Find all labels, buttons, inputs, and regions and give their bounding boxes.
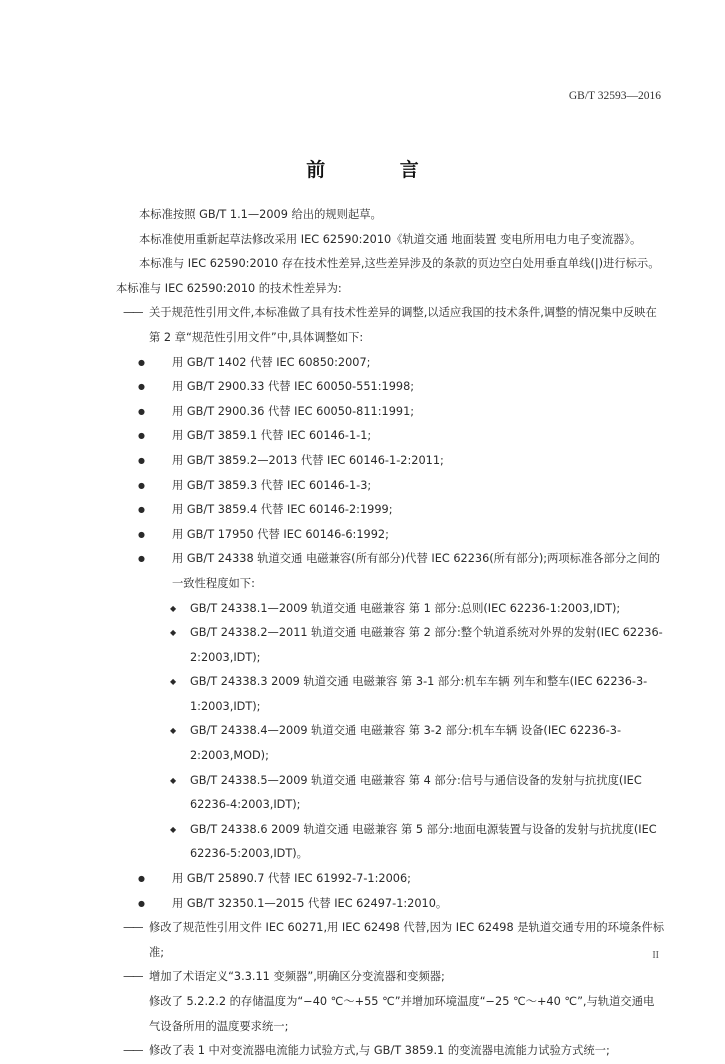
bullet-item: [138, 351, 665, 376]
sub-item-text: GB/T 24338.4—2009 轨道交通 电磁兼容 第 3-2 部分:机车车辆 设备(IEC 62236-3-2:2003,MOD);: [190, 724, 622, 763]
difference-item: [123, 916, 665, 965]
dash-marker: ——: [123, 921, 142, 935]
bullet-dot-icon: ●: [138, 898, 145, 908]
sub-item: [170, 670, 665, 719]
difference-text: 关于规范性引用文件,本标准做了具有技术性差异的调整,以适应我国的技术条件,调整的情况集中反映在第 2 章“规范性引用文件”中,具体调整如下:: [149, 306, 657, 344]
diamond-bullet-icon: ◆: [170, 726, 177, 736]
sub-item: [170, 719, 665, 768]
bullet-text: 用 GB/T 24338 轨道交通 电磁兼容(所有部分)代替 IEC 62236(所有部分);两项标准各部分之间的一致性程度如下:: [172, 552, 661, 590]
bullet-item: [138, 400, 665, 425]
page-title: 前 言: [306, 159, 453, 181]
difference-text: 修改了规范性引用文件 IEC 60271,用 IEC 62498 代替,因为 IEC 62498 是轨道交通专用的环境条件标准;: [149, 921, 665, 959]
diamond-bullet-icon: ◆: [170, 824, 177, 834]
bullet-text: 用 GB/T 3859.4 代替 IEC 60146-2:1999;: [172, 503, 393, 517]
foreword-body: [116, 203, 665, 1064]
diamond-bullet-icon: ◆: [170, 775, 177, 785]
bullet-dot-icon: ●: [138, 382, 145, 392]
dash-marker: ——: [123, 306, 142, 320]
bullet-text: 用 GB/T 17950 代替 IEC 60146-6:1992;: [172, 527, 389, 541]
difference-text: 增加了术语定义“3.3.11 变频器”,明确区分变流器和变频器;: [149, 970, 445, 984]
difference-item: [123, 965, 665, 990]
bullet-text: 用 GB/T 2900.33 代替 IEC 60050-551:1998;: [172, 380, 415, 394]
sub-item-text: GB/T 24338.3 2009 轨道交通 电磁兼容 第 3-1 部分:机车车辆 列车和整车(IEC 62236-3-1:2003,IDT);: [190, 675, 648, 713]
bullet-item: [138, 547, 665, 596]
bullet-item: [138, 867, 665, 892]
intro-paragraph-1: 本标准按照 GB/T 1.1—2009 给出的规则起草。: [139, 208, 382, 221]
sub-item: [170, 818, 665, 867]
bullet-item: [138, 892, 665, 917]
intro-paragraph-3: 本标准与 IEC 62590:2010 存在技术性差异,这些差异涉及的条款的页边空白处用垂直单线(|)进行标示。本标准与 IEC 62590:2010 的技术性差异为:: [116, 257, 660, 295]
bullet-item: [138, 424, 665, 449]
standard-code: GB/T 32593—2016: [568, 90, 661, 102]
dash-marker: ——: [123, 1044, 142, 1058]
sub-item: [170, 621, 665, 670]
bullet-item: [138, 498, 665, 523]
bullet-dot-icon: ●: [138, 505, 145, 515]
bullet-dot-icon: ●: [138, 480, 145, 490]
bullet-dot-icon: ●: [138, 874, 145, 884]
bullet-dot-icon: ●: [138, 431, 145, 441]
diamond-bullet-icon: ◆: [170, 603, 177, 613]
bullet-dot-icon: ●: [138, 529, 145, 539]
difference-item: [123, 1039, 665, 1064]
bullet-dot-icon: ●: [138, 554, 145, 564]
sub-item: [170, 769, 665, 818]
bullet-text: 用 GB/T 3859.3 代替 IEC 60146-1-3;: [172, 478, 372, 492]
bullet-text: 用 GB/T 3859.2—2013 代替 IEC 60146-1-2:2011;: [172, 453, 444, 467]
page-number: II: [652, 950, 659, 961]
difference-item: [123, 301, 665, 350]
bullet-text: 用 GB/T 3859.1 代替 IEC 60146-1-1;: [172, 429, 372, 443]
difference-text: 修改了 5.2.2.2 的存储温度为“−40 ℃～+55 ℃”并增加环境温度“−25 ℃～+40 ℃”,与轨道交通电气设备所用的温度要求统一;: [149, 995, 655, 1033]
bullet-item: [138, 523, 665, 548]
sub-item-text: GB/T 24338.6 2009 轨道交通 电磁兼容 第 5 部分:地面电源装置与设备的发射与抗扰度(IEC 62236-5:2003,IDT)。: [190, 822, 657, 861]
bullet-text: 用 GB/T 2900.36 代替 IEC 60050-811:1991;: [172, 404, 415, 418]
bullet-item: [138, 375, 665, 400]
bullet-text: 用 GB/T 25890.7 代替 IEC 61992-7-1:2006;: [172, 872, 411, 886]
bullet-text: 用 GB/T 1402 代替 IEC 60850:2007;: [172, 355, 371, 369]
bullet-dot-icon: ●: [138, 455, 145, 465]
bullet-dot-icon: ●: [138, 357, 145, 367]
intro-paragraph-2: 本标准使用重新起草法修改采用 IEC 62590:2010《轨道交通 地面装置 变电所用电力电子变流器》。: [139, 232, 642, 246]
diamond-bullet-icon: ◆: [170, 677, 177, 687]
sub-item: [170, 597, 665, 622]
bullet-dot-icon: ●: [138, 406, 145, 416]
dash-marker: ——: [123, 970, 142, 984]
bullet-item: [138, 449, 665, 474]
bullet-text: 用 GB/T 32350.1—2015 代替 IEC 62497-1:2010。: [172, 896, 448, 910]
difference-continuation: [123, 990, 665, 1039]
sub-item-text: GB/T 24338.1—2009 轨道交通 电磁兼容 第 1 部分:总则(IEC 62236-1:2003,IDT);: [190, 601, 621, 615]
bullet-item: [138, 474, 665, 499]
sub-item-text: GB/T 24338.5—2009 轨道交通 电磁兼容 第 4 部分:信号与通信设备的发射与抗扰度(IEC 62236-4:2003,IDT);: [190, 773, 642, 812]
sub-item-text: GB/T 24338.2—2011 轨道交通 电磁兼容 第 2 部分:整个轨道系统对外界的发射(IEC 62236-2:2003,IDT);: [190, 626, 663, 664]
diamond-bullet-icon: ◆: [170, 628, 177, 638]
difference-text: 修改了表 1 中对变流器电流能力试验方式,与 GB/T 3859.1 的变流器电流能力试验方式统一;: [149, 1044, 610, 1058]
